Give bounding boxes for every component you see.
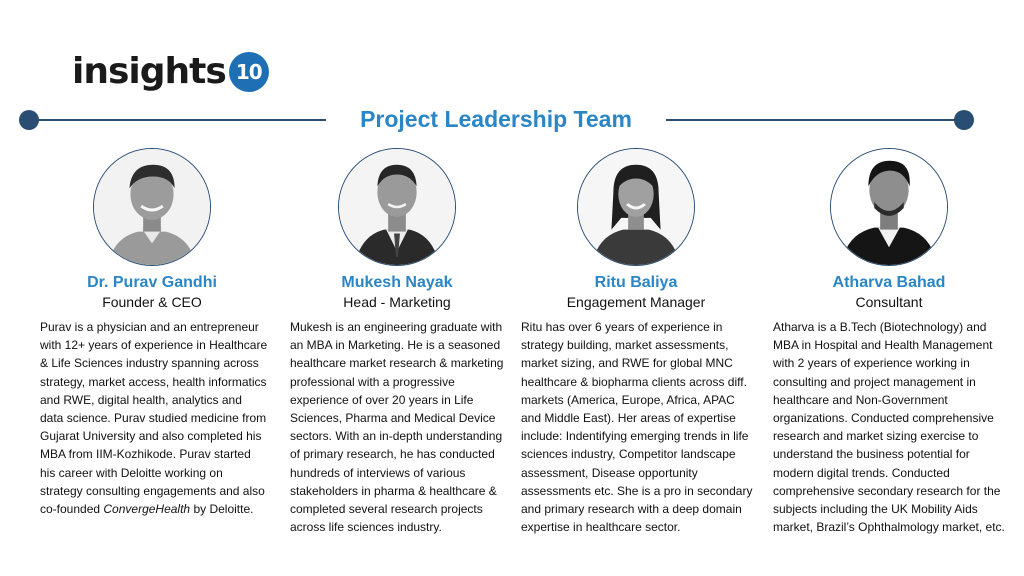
person-portrait-icon — [831, 149, 947, 265]
rule-end-dot-left — [19, 110, 39, 130]
member-card-purav — [32, 148, 272, 311]
member-role: Consultant — [855, 294, 923, 310]
member-name: Atharva Bahad — [832, 274, 946, 291]
member-role: Head - Marketing — [343, 294, 451, 310]
member-bio — [40, 318, 268, 518]
member-role: Founder & CEO — [102, 294, 202, 310]
person-portrait-icon — [94, 149, 210, 265]
member-photo — [338, 148, 456, 266]
member-photo — [93, 148, 211, 266]
member-bio: Atharva is a B.Tech (Biotechnology) and MBA in Hospital and Health Management with 2 years of experience working in consulting and project management in healthcare and Non-Government organizations. Conducted comprehensive research and market sizing exercise to understand the business potential for modern digital trends. Conducted comprehensive secondary research for the subjects including the UK Mobility Aids market, Brazil’s Ophthalmology market, etc. — [773, 320, 1005, 535]
member-card-ritu — [516, 148, 756, 311]
member-card-mukesh — [277, 148, 517, 311]
member-role: Engagement Manager — [566, 294, 706, 310]
member-photo — [577, 148, 695, 266]
member-name: Ritu Baliya — [594, 274, 678, 291]
title-rule-right — [666, 119, 964, 121]
member-bio-end: by Deloitte. — [190, 502, 254, 517]
logo-badge: 10 — [229, 52, 269, 92]
person-portrait-icon — [339, 149, 455, 265]
person-portrait-icon — [578, 149, 694, 265]
logo-wordmark: insights — [72, 51, 226, 92]
member-name: Mukesh Nayak — [341, 274, 453, 291]
member-photo — [830, 148, 948, 266]
title-rule-left — [28, 119, 326, 121]
page-title: Project Leadership Team — [360, 106, 632, 132]
member-name: Dr. Purav Gandhi — [87, 274, 217, 291]
company-logo — [72, 50, 269, 94]
member-card-atharva — [769, 148, 1009, 311]
member-bio-italic: ConvergeHealth — [103, 502, 191, 517]
rule-end-dot-right — [954, 110, 974, 130]
member-bio: Mukesh is an engineering graduate with an MBA in Marketing. He is a seasoned healthcare market research & marketing professional with a progressive experience of over 20 years in Life Sciences, Pharma and Medical Device sectors. With an in-depth understanding of primary research, he has conducted hundreds of interviews of various stakeholders in pharma & healthcare & completed several research projects across life sciences industry. — [290, 320, 504, 535]
member-bio-text: Purav is a physician and an entrepreneur with 12+ years of experience in Healthcare & Life Sciences industry spanning across strategy, market access, health informatics and RWE, digital health, analytics and data science. Purav studied medicine from Gujarat University and also completed his MBA from IIM-Kozhikode. Purav started his career with Deloitte working on strategy consulting engagements and also co-founded — [40, 320, 268, 517]
member-bio: Ritu has over 6 years of experience in strategy building, market assessments, market sizing, and RWE for global MNC healthcare & biopharma clients across diff. markets (America, Europe, Africa, APAC and Middle East). Her areas of expertise include: Indentifying emerging trends in life sciences industry, Competitor landscape assessment, Disease opportunity assessments etc. She is a pro in secondary and primary research with a deep domain expertise in healthcare sector. — [521, 320, 753, 535]
